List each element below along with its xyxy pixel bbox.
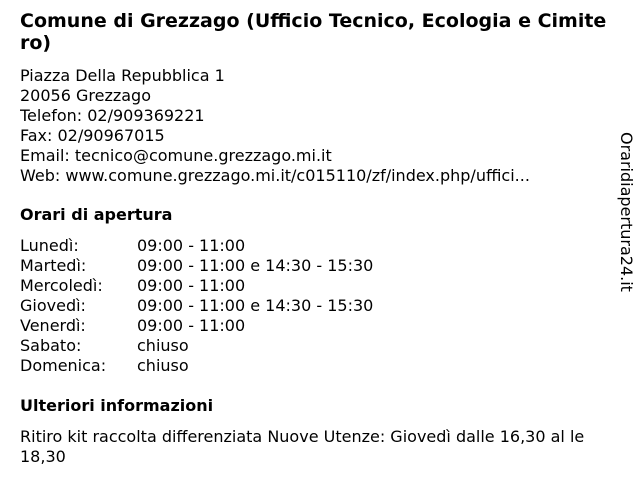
hours-row-saturday (20, 336, 610, 356)
hours-row-friday (20, 316, 610, 336)
hours-day: Sabato: (20, 336, 82, 355)
hours-time: 09:00 - 11:00 e 14:30 - 15:30 (137, 296, 374, 315)
hours-row-sunday (20, 356, 610, 376)
hours-day: Lunedì: (20, 236, 79, 255)
hours-time: chiuso (137, 356, 189, 375)
hours-day: Venerdì: (20, 316, 86, 335)
hours-day: Domenica: (20, 356, 107, 375)
more-info-heading: Ulteriori informazioni (20, 396, 214, 415)
hours-row-tuesday (20, 256, 610, 276)
hours-time: 09:00 - 11:00 e 14:30 - 15:30 (137, 256, 374, 275)
hours-heading: Orari di apertura (20, 205, 173, 224)
hours-row-thursday (20, 296, 610, 316)
more-info-text: Ritiro kit raccolta differenziata Nuove Utenze: Giovedì dalle 16,30 al le 18,30 (20, 427, 585, 466)
website-link[interactable]: Web: www.comune.grezzago.mi.it/c015110/zf/index.php/uffici... (20, 166, 530, 185)
hours-row-monday (20, 236, 610, 256)
watermark (612, 132, 636, 312)
phone-number: Telefon: 02/909369221 (20, 106, 205, 125)
hours-row-wednesday (20, 276, 610, 296)
email-address[interactable]: Email: tecnico@comune.grezzago.mi.it (20, 146, 332, 165)
hours-time: 09:00 - 11:00 (137, 276, 246, 295)
address-street: Piazza Della Repubblica 1 (20, 66, 225, 85)
office-info (20, 10, 610, 467)
hours-time: 09:00 - 11:00 (137, 316, 246, 335)
office-title: Comune di Grezzago (Ufficio Tecnico, Ecologia e Cimitero) (20, 10, 607, 54)
address-block (20, 66, 610, 186)
hours-day: Mercoledì: (20, 276, 103, 295)
hours-time: 09:00 - 11:00 (137, 236, 246, 255)
hours-table (20, 236, 610, 376)
address-city: 20056 Grezzago (20, 86, 151, 105)
hours-day: Martedì: (20, 256, 87, 275)
hours-day: Giovedì: (20, 296, 86, 315)
hours-time: chiuso (137, 336, 189, 355)
fax-number: Fax: 02/90967015 (20, 126, 165, 145)
watermark-text: Oraridiapertura24.it (617, 132, 636, 292)
